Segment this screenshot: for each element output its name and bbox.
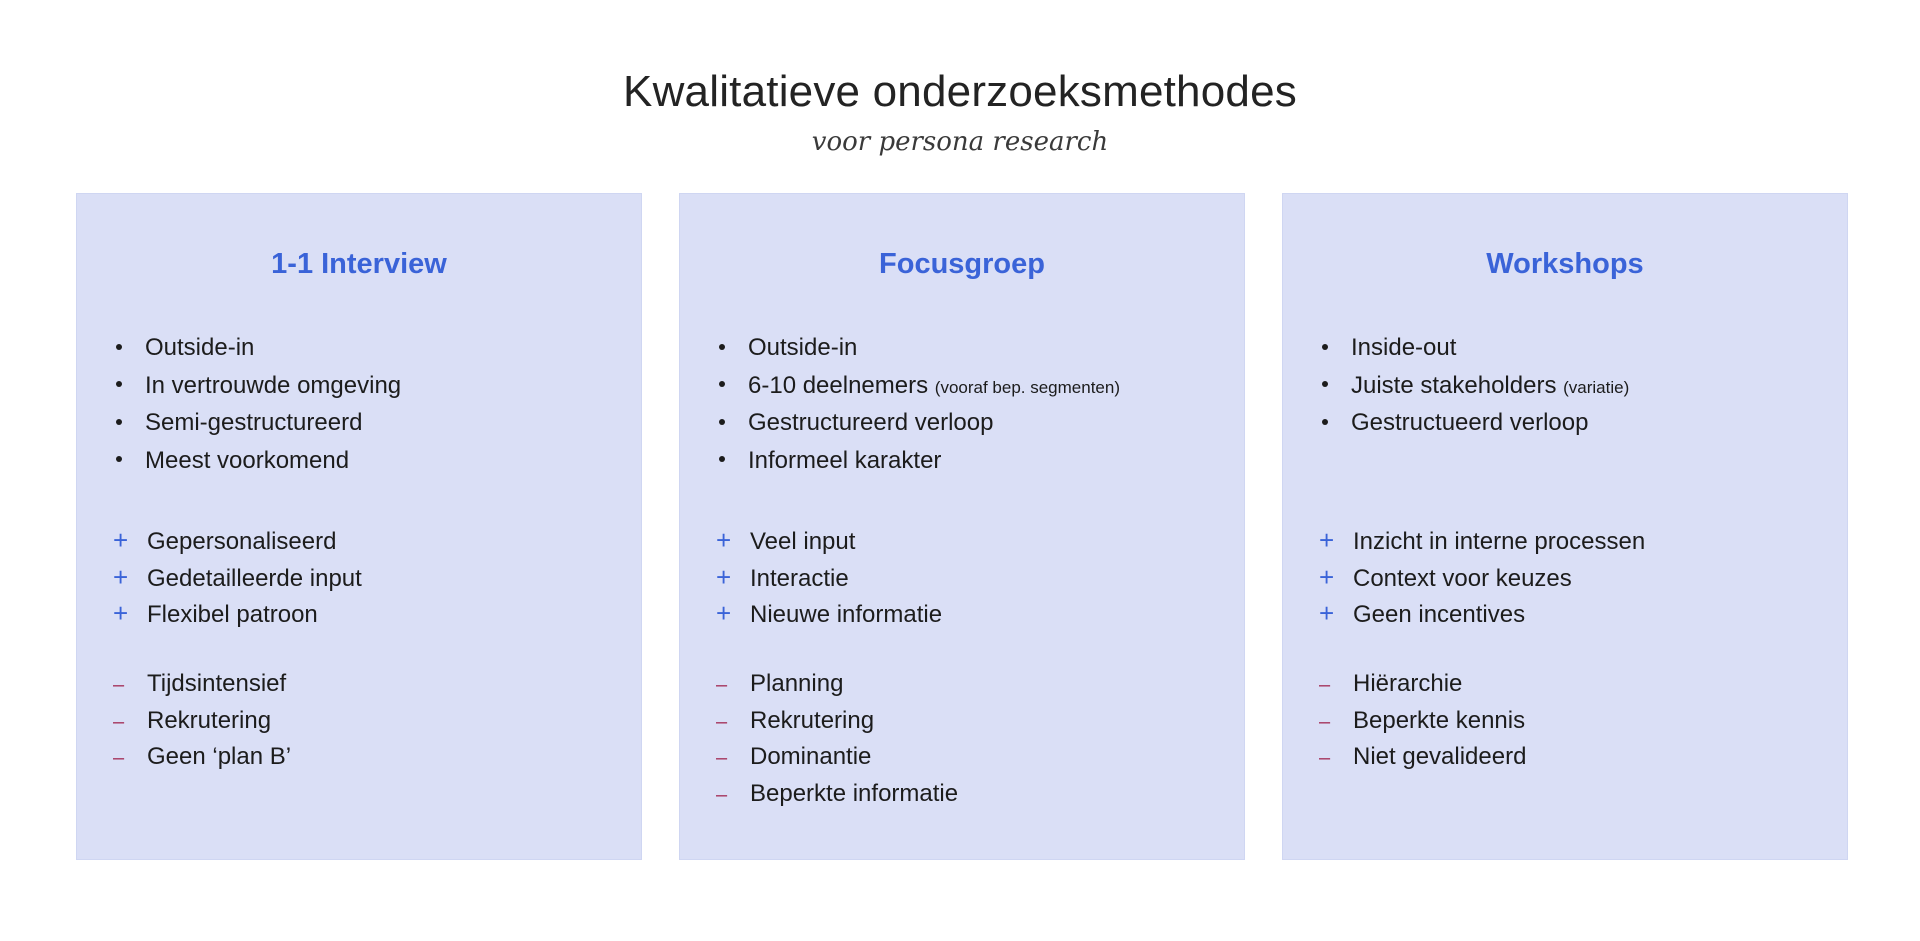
item-text: Gepersonaliseerd (147, 528, 337, 555)
card-1-1-interview (76, 193, 642, 860)
list-item (113, 329, 401, 367)
minus-icon: – (1319, 710, 1331, 733)
plus-icon: + (716, 598, 732, 628)
plus-icon: + (113, 561, 129, 592)
item-text: Interactie (750, 564, 849, 592)
item-text: Niet gevalideerd (1353, 743, 1527, 770)
item-text: Juiste stakeholders (1351, 371, 1557, 399)
bullet-icon (719, 456, 725, 462)
minus-icon: – (716, 674, 728, 696)
cons-list (1319, 666, 1526, 776)
card-title: Focusgroep (879, 248, 1045, 280)
card-workshops (1282, 193, 1848, 860)
list-item (113, 367, 401, 405)
bullet-icon (719, 344, 725, 350)
item-text: 6-10 deelnemers (748, 371, 929, 399)
item-text: Gestructueerd verloop (1351, 409, 1589, 436)
minus-icon: – (716, 710, 728, 733)
item-text: Hiërarchie (1353, 670, 1463, 697)
item-text: Meest voorkomend (145, 446, 350, 474)
cons-list (716, 666, 958, 812)
bullet-icon (1322, 419, 1328, 425)
bullet-icon (116, 419, 122, 425)
characteristics-list (716, 329, 1120, 479)
item-text: Nieuwe informatie (750, 601, 943, 628)
pro-item (1319, 522, 1645, 559)
pros-list (113, 522, 362, 632)
list-item (1319, 329, 1629, 367)
minus-icon: – (113, 674, 125, 696)
list-item (1319, 367, 1629, 405)
item-note: (variatie) (1563, 377, 1630, 397)
minus-icon: – (1319, 747, 1331, 769)
page-title: Kwalitatieve onderzoeksmethodes (623, 67, 1297, 116)
minus-icon: – (1319, 674, 1331, 696)
item-text: In vertrouwde omgeving (145, 371, 402, 399)
item-text: Gedetailleerde input (147, 564, 362, 592)
con-item (113, 666, 291, 703)
item-note: (vooraf bep. segmenten) (934, 377, 1120, 397)
pro-item (113, 522, 362, 559)
pro-item (113, 559, 362, 596)
item-text: Informeel karakter (748, 446, 942, 474)
bullet-icon (719, 419, 725, 425)
minus-icon: – (716, 747, 728, 769)
item-text: Outside-in (748, 334, 858, 361)
bullet-icon (1322, 344, 1328, 350)
card-focusgroep (679, 193, 1245, 860)
minus-icon: – (113, 747, 125, 769)
list-item (113, 404, 401, 442)
bullet-icon (116, 456, 122, 462)
item-text: Context voor keuzes (1353, 564, 1572, 592)
con-item (1319, 739, 1526, 776)
list-item (1319, 404, 1629, 442)
item-text: Geen ‘plan B’ (147, 743, 292, 770)
item-text: Outside-in (145, 334, 255, 361)
item-text: Flexibel patroon (147, 601, 318, 628)
pro-item (716, 595, 942, 632)
con-item (1319, 703, 1526, 740)
item-text: Gestructureerd verloop (748, 409, 994, 436)
list-item (716, 367, 1120, 405)
item-text: Tijdsintensief (147, 670, 287, 697)
minus-icon: – (113, 710, 125, 733)
item-text: Planning (750, 670, 844, 697)
list-item (113, 442, 401, 480)
bullet-icon (1322, 381, 1328, 387)
con-item (113, 739, 291, 776)
bullet-icon (719, 381, 725, 387)
list-item (716, 442, 1120, 480)
list-item (716, 329, 1120, 367)
bullet-icon (116, 344, 122, 350)
plus-icon: + (1319, 525, 1335, 555)
list-item (716, 404, 1120, 442)
bullet-icon (116, 381, 122, 387)
minus-icon: – (716, 783, 728, 806)
item-text: Veel input (750, 528, 856, 555)
plus-icon: + (716, 561, 732, 592)
item-text: Rekrutering (147, 706, 272, 734)
pros-list (716, 522, 942, 632)
item-text: Dominantie (750, 743, 872, 770)
plus-icon: + (113, 598, 129, 628)
item-text: Beperkte kennis (1353, 706, 1526, 734)
card-title: 1-1 Interview (271, 248, 447, 280)
con-item (716, 776, 958, 813)
con-item (1319, 666, 1526, 703)
item-text: Inzicht in interne processen (1353, 528, 1646, 555)
plus-icon: + (1319, 598, 1335, 628)
item-text: Rekrutering (750, 706, 875, 734)
page-subtitle: voor persona research (811, 127, 1109, 157)
plus-icon: + (1319, 561, 1335, 592)
con-item (113, 703, 291, 740)
item-text: Inside-out (1351, 334, 1457, 361)
item-text: Semi-gestructureerd (145, 409, 363, 436)
con-item (716, 666, 958, 703)
pro-item (1319, 595, 1645, 632)
plus-icon: + (113, 525, 129, 555)
item-text: Geen incentives (1353, 601, 1526, 628)
item-text: Beperkte informatie (750, 779, 959, 807)
pro-item (113, 595, 362, 632)
plus-icon: + (716, 525, 732, 555)
cons-list (113, 666, 291, 776)
card-title: Workshops (1486, 248, 1644, 280)
pro-item (1319, 559, 1645, 596)
pro-item (716, 522, 942, 559)
characteristics-list (1319, 329, 1629, 442)
characteristics-list (113, 329, 401, 479)
pro-item (716, 559, 942, 596)
con-item (716, 739, 958, 776)
pros-list (1319, 522, 1645, 632)
con-item (716, 703, 958, 740)
